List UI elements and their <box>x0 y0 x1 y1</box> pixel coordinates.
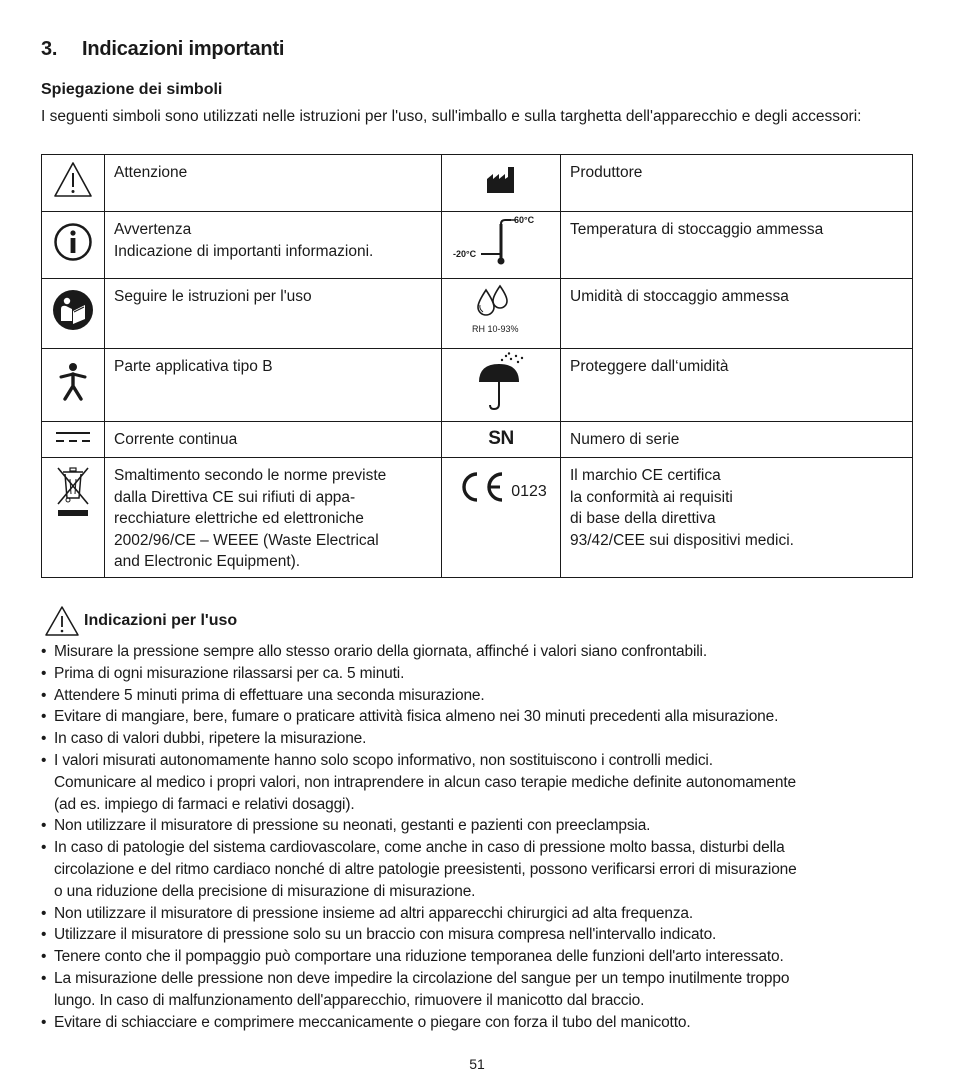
rh-label: RH 10-93% <box>472 324 519 335</box>
ce-number: 0123 <box>511 482 547 500</box>
symbol-cell <box>442 349 561 422</box>
symbol-cell <box>42 349 105 422</box>
warning-triangle-icon <box>53 161 93 199</box>
symbol-description: Seguire le istruzioni per l'uso <box>105 279 442 349</box>
table-row <box>42 422 913 458</box>
symbol-description: Umidità di stoccaggio ammessa <box>561 279 913 349</box>
type-b-applied-part-icon <box>58 362 88 402</box>
serial-number-icon: SN <box>488 428 514 450</box>
symbol-cell <box>42 212 105 279</box>
symbol-description: Avvertenza Indicazione di importanti informazioni. <box>105 212 442 279</box>
table-row <box>42 458 913 578</box>
symbol-cell <box>442 422 561 458</box>
table-row <box>42 212 913 279</box>
symbol-description: Corrente continua <box>105 422 442 458</box>
symbol-description: Attenzione <box>105 155 442 212</box>
read-manual-icon <box>52 289 94 331</box>
list-item: • I valori misurati autonomamente hanno solo scopo informativo, non sostituiscono i controlli medici. Comunicare al medico i propri valori, non intraprendere in alcun caso terapie mediche definite autonomamente (ad es. impiego di farmaci e relativi dosaggi). <box>41 750 913 815</box>
thermometer-icon <box>453 214 549 270</box>
list-item: • In caso di valori dubbi, ripetere la misurazione. <box>41 728 913 750</box>
list-item: • Misurare la pressione sempre allo stesso orario della giornata, affinché i valori siano confrontabili. <box>41 641 913 663</box>
usage-list <box>41 641 913 1033</box>
ce-mark-icon <box>455 470 507 504</box>
humidity-drops-icon <box>466 282 536 338</box>
ce-mark <box>442 470 560 504</box>
umbrella-icon <box>473 352 529 412</box>
usage-heading <box>44 604 237 638</box>
list-item: • Tenere conto che il pompaggio può comportare una riduzione temporanea delle funzioni dell'arto interessato. <box>41 946 913 968</box>
symbol-description: Il marchio CE certifica la conformità ai requisiti di base della direttiva 93/42/CEE sui dispositivi medici. <box>561 458 913 578</box>
section-heading <box>41 38 284 61</box>
page-number: 51 <box>469 1056 485 1072</box>
symbols-table <box>41 154 913 578</box>
symbol-description: Numero di serie <box>561 422 913 458</box>
list-item: • La misurazione delle pressione non deve impedire la circolazione del sangue per un tempo inutilmente troppo lungo. In caso di malfunzionamento dell'apparecchio, rimuovere il manicotto dal braccio. <box>41 968 913 1012</box>
symbol-description: Temperatura di stoccaggio ammessa <box>561 212 913 279</box>
symbol-cell <box>442 212 561 279</box>
temp-min-label: -20°C <box>453 248 477 259</box>
table-row <box>42 279 913 349</box>
symbol-description: Parte applicativa tipo B <box>105 349 442 422</box>
symbol-description: Proteggere dall‘umidità <box>561 349 913 422</box>
symbol-cell <box>42 458 105 578</box>
symbol-cell <box>442 155 561 212</box>
symbol-cell <box>42 279 105 349</box>
table-row <box>42 155 913 212</box>
section-number: 3. <box>41 38 58 60</box>
temp-max-label: 60°C <box>514 214 535 225</box>
list-item: • In caso di patologie del sistema cardiovascolare, come anche in caso di pressione molto bassa, disturbi della circolazione e del ritmo cardiaco nonché di altre patologie preesistenti, possono verificarsi errori di misurazione o una riduzione della precisione di misurazione di misurazione. <box>41 837 913 902</box>
symbol-cell <box>42 155 105 212</box>
manufacturer-icon <box>485 165 517 195</box>
usage-title: Indicazioni per l'uso <box>84 612 238 629</box>
symbol-cell <box>442 458 561 578</box>
section-title: Indicazioni importanti <box>82 38 285 60</box>
list-item: • Utilizzare il misuratore di pressione solo su un braccio con misura compresa nell'intervallo indicato. <box>41 924 913 946</box>
list-item: • Non utilizzare il misuratore di pressione su neonati, gestanti e pazienti con preeclampsia. <box>41 815 913 837</box>
symbol-cell <box>42 422 105 458</box>
symbols-title: Spiegazione dei simboli <box>41 81 223 98</box>
symbols-intro: I seguenti simboli sono utilizzati nelle istruzioni per l'uso, sull'imballo e sulla targhetta dell'apparecchio e degli accessori: <box>41 108 862 125</box>
list-item: • Non utilizzare il misuratore di pressione insieme ad altri apparecchi chirurgici ad alta frequenza. <box>41 903 913 925</box>
list-item: • Attendere 5 minuti prima di effettuare una seconda misurazione. <box>41 685 913 707</box>
direct-current-icon <box>55 430 91 444</box>
info-icon <box>53 222 93 262</box>
weee-bin-icon <box>55 464 91 520</box>
symbol-cell <box>442 279 561 349</box>
warning-triangle-icon <box>44 605 80 637</box>
symbol-description: Produttore <box>561 155 913 212</box>
table-row <box>42 349 913 422</box>
list-item: • Prima di ogni misurazione rilassarsi per ca. 5 minuti. <box>41 663 913 685</box>
symbol-description: Smaltimento secondo le norme previste dalla Direttiva CE sui rifiuti di appa- recchiature elettriche ed elettroniche 2002/96/CE – WEEE (Waste Electrical and Electronic Equipment). <box>105 458 442 578</box>
list-item: • Evitare di schiacciare e comprimere meccanicamente o piegare con forza il tubo del manicotto. <box>41 1012 913 1034</box>
list-item: • Evitare di mangiare, bere, fumare o praticare attività fisica almeno nei 30 minuti precedenti alla misurazione. <box>41 706 913 728</box>
